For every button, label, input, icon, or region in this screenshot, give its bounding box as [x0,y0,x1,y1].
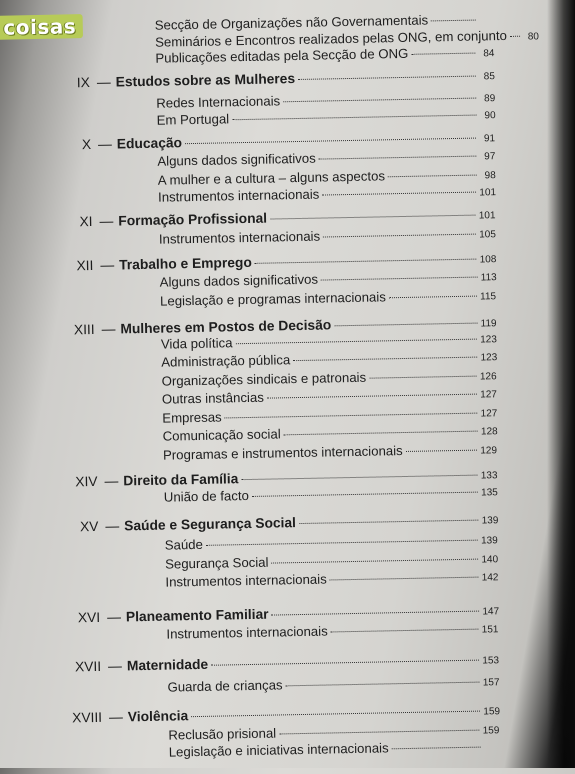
page-number: 157 [483,677,500,688]
subentry-title: Legislação e iniciativas internacionais [169,740,389,759]
dot-leader [319,156,477,160]
dot-leader [191,711,480,718]
page-number: 151 [482,624,499,635]
subentry-title: Empresas [162,410,222,426]
dot-leader [321,277,478,281]
dot-leader [431,20,476,22]
page-number: 128 [481,426,498,437]
chapter-title: Educação [117,135,182,151]
page-number: 159 [483,706,500,717]
dot-leader [232,115,476,121]
subentry-title: Reclusão prisional [168,726,276,743]
em-dash: — [101,473,123,488]
dot-leader [510,36,520,37]
chapter-title: Trabalho e Emprego [119,255,252,273]
subentry-title: Organizações sindicais e patronais [161,370,366,389]
em-dash: — [95,136,117,151]
chapter-number: XI [40,214,96,230]
dot-leader [252,492,478,497]
chapter-number: XVIII [44,710,106,726]
dot-leader [406,450,478,452]
chapter-title: Saúde e Segurança Social [124,515,296,533]
subentry-title: Instrumentos internacionais [165,572,327,590]
dot-leader [323,234,476,238]
page-number: 139 [481,535,498,546]
chapter-number: XVII [45,659,105,675]
dot-leader [284,431,478,436]
dot-leader [334,323,477,327]
page-number: 133 [481,470,498,481]
subentry-title: Vida política [161,335,233,351]
dot-leader [206,540,478,546]
page-number: 140 [481,554,498,565]
dot-leader [286,682,480,687]
page-number: 84 [478,48,494,59]
subentry-title: Em Portugal [156,111,229,127]
subentry-title: Guarda de crianças [167,677,282,694]
dot-leader [272,611,480,616]
chapter-number: XIV [43,474,101,490]
chapter-title: Maternidade [127,657,209,674]
em-dash: — [97,257,119,272]
chapter-title: Direito da Família [123,471,238,488]
page-number: 126 [480,371,497,382]
subentry-title: Secção de Organizações não Governamentais [155,12,429,32]
dot-leader [270,215,476,220]
page-number: 135 [481,487,498,498]
dot-leader [236,339,478,345]
em-dash: — [105,658,127,673]
page-number: 142 [482,572,499,583]
dot-leader [331,629,479,633]
dot-leader [392,747,481,750]
dot-leader [267,394,477,399]
page-number: 105 [479,229,496,240]
dot-leader [369,376,477,379]
page-number: 90 [479,110,495,121]
dot-leader [388,175,477,178]
subentry-title: Seminários e Encontros realizados pelas ONG, em conjunto [155,28,507,50]
page-number: 85 [479,71,495,82]
chapter-number: XV [46,519,102,535]
subentry-title: A mulher e a cultura – alguns aspectos [158,168,386,187]
subentry-title: Saúde [165,537,203,553]
dot-leader [322,192,476,196]
page-number: 119 [480,318,496,329]
page-number: 98 [480,170,496,181]
subentry-title: Programas e instrumentos internacionais [163,443,403,463]
page-number: 123 [480,352,497,363]
subentry-title: Administração pública [161,352,290,369]
dot-leader [271,559,478,564]
dot-leader [225,413,478,419]
em-dash: — [102,518,124,533]
subentry-title: Redes Internacionais [156,93,280,110]
dot-leader [283,98,476,103]
subentry-title: Alguns dados significativos [157,151,316,169]
chapter-number: XVI [46,610,104,626]
page-number: 89 [479,93,495,104]
page-number: 101 [479,187,496,198]
page-edge-shadow [547,0,575,768]
page-number: 115 [480,291,496,302]
page-number: 97 [479,151,495,162]
subentry-title: Segurança Social [165,555,269,572]
dot-leader [211,660,479,666]
chapter-number: IX [38,75,94,91]
dot-leader [330,577,479,581]
watermark-logo: coisas [0,14,83,40]
dot-leader [411,53,475,55]
chapter-title: Planeamento Familiar [126,607,269,625]
subentry-title: Instrumentos internacionais [159,229,321,247]
page-number: 127 [481,408,498,419]
em-dash: — [96,213,118,228]
dot-leader [255,259,477,264]
chapter-title: Violência [128,708,189,724]
subentry-title: Instrumentos internacionais [158,187,320,205]
chapter-number: X [41,137,95,153]
toc-subentry [167,673,499,697]
page-number: 127 [480,389,497,400]
page-number: 147 [482,606,499,617]
chapter-number: XII [39,258,97,274]
subentry-title: Instrumentos internacionais [166,624,328,642]
dot-leader [298,76,476,80]
page-number: 153 [482,655,499,666]
page-number: 101 [479,210,496,221]
chapter-number: XIII [38,322,98,338]
subentry-title: Comunicação social [163,426,281,443]
dot-leader [299,520,479,524]
dot-leader [293,357,477,362]
page-number: 139 [482,515,499,526]
page-number: 159 [483,725,500,736]
dot-leader [279,730,480,735]
page-number: 91 [479,133,495,144]
page-number: 108 [480,254,497,265]
page-number: 113 [481,272,497,283]
subentry-title: Publicações editadas pela Secção de ONG [155,46,408,66]
chapter-title: Estudos sobre as Mulheres [116,71,296,89]
em-dash: — [104,609,126,624]
dot-leader [389,296,477,299]
chapter-title: Formação Profissional [118,211,267,229]
dot-leader [241,475,477,481]
subentry-title: Outras instâncias [162,390,264,407]
dot-leader [185,138,476,145]
em-dash: — [106,709,128,724]
chapter-title: Mulheres em Postos de Decisão [120,317,331,336]
page-number: 129 [480,445,497,456]
page-number: 80 [523,31,539,42]
subentry-title: Legislação e programas internacionais [160,289,386,308]
subentry-title: União de facto [164,488,249,505]
subentry-title: Alguns dados significativos [160,272,319,290]
page-number: 123 [480,334,497,345]
em-dash: — [94,74,116,89]
em-dash: — [98,321,120,336]
